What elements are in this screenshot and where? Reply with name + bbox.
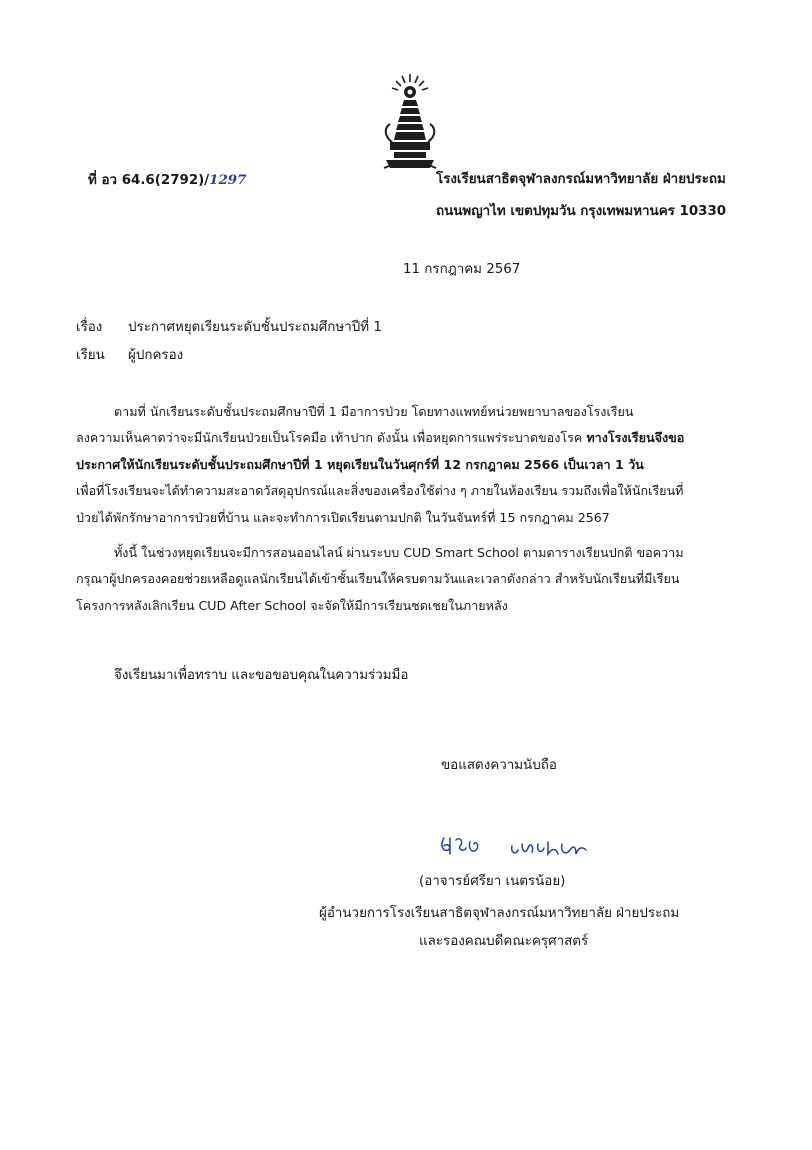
paragraph-emphasis-line: ประกาศให้นักเรียนระดับชั้นประถมศึกษาปีที่ 1 หยุดเรียนในวันศุกร์ที่ 12 กรกฎาคม 2566 เป็นเวลา 1 วัน bbox=[76, 456, 644, 472]
paragraph-line: ป่วยได้พักรักษาอาการป่วยที่บ้าน และจะทำการเปิดเรียนตามปกติ ในวันจันทร์ที่ 15 กรกฎาคม 2567 bbox=[76, 509, 610, 525]
paragraph-line: เพื่อที่โรงเรียนจะได้ทำความสะอาดวัสดุอุปกรณ์และสิ่งของเครื่องใช้ต่าง ๆ ภายในห้องเรียน รวมถึงเพื่อให้นักเรียนที่ bbox=[76, 483, 684, 499]
body-paragraph-1 bbox=[76, 399, 756, 531]
letter-date: 11 กรกฎาคม 2567 bbox=[403, 262, 521, 277]
recipient-label: เรียน bbox=[76, 348, 105, 363]
body-paragraph-2 bbox=[76, 540, 756, 619]
reference-handwritten: 1297 bbox=[209, 172, 247, 188]
paragraph-text: ลงความเห็นคาดว่าจะมีนักเรียนป่วยเป็นโรคมือ เท้าปาก ดังนั้น เพื่อหยุดการแพร่ระบาดของโรค bbox=[76, 430, 587, 446]
paragraph-line: ทั้งนี้ ในช่วงหยุดเรียนจะมีการสอนออนไลน์ ผ่านระบบ CUD Smart School ตามตารางเรียนปกติ ขอความ bbox=[114, 545, 684, 560]
paragraph-line: โครงการหลังเลิกเรียน CUD After School จะจัดให้มีการเรียนชดเชยในภายหลัง bbox=[76, 597, 508, 613]
reference-printed: ที่ อว 64.6(2792)/ bbox=[88, 173, 210, 188]
phra-kiao-emblem-icon bbox=[380, 72, 440, 172]
paragraph-line bbox=[76, 425, 756, 451]
signer-title: ผู้อำนวยการโรงเรียนสาธิตจุฬาลงกรณ์มหาวิทยาลัย ฝ่ายประถม bbox=[319, 906, 680, 921]
paragraph-emphasis: ทางโรงเรียนจึงขอ bbox=[586, 430, 685, 446]
signer-title-2: และรองคณบดีคณะครุศาสตร์ bbox=[419, 934, 589, 949]
recipient-text: ผู้ปกครอง bbox=[128, 348, 184, 363]
signer-name: (อาจารย์ศรียา เนตรน้อย) bbox=[419, 874, 566, 889]
school-name: โรงเรียนสาธิตจุฬาลงกรณ์มหาวิทยาลัย ฝ่ายประถม bbox=[436, 172, 726, 187]
school-address: ถนนพญาไท เขตปทุมวัน กรุงเทพมหานคร 10330 bbox=[436, 204, 727, 219]
regards-text: ขอแสดงความนับถือ bbox=[441, 758, 557, 773]
closing-statement: จึงเรียนมาเพื่อทราบ และขอขอบคุณในความร่วมมือ bbox=[114, 668, 409, 683]
reference-number bbox=[88, 170, 246, 191]
paragraph-line: กรุณาผู้ปกครองคอยช่วยเหลือดูแลนักเรียนได้เข้าชั้นเรียนให้ครบตามวันและเวลาดังกล่าว สำหรับนักเรียนที่มีเรียน bbox=[76, 571, 680, 587]
subject-label: เรื่อง bbox=[76, 320, 103, 335]
handwritten-signature-icon bbox=[430, 828, 600, 868]
subject-text: ประกาศหยุดเรียนระดับชั้นประถมศึกษาปีที่ 1 bbox=[128, 320, 382, 335]
paragraph-line: ตามที่ นักเรียนระดับชั้นประถมศึกษาปีที่ 1 มีอาการป่วย โดยทางแพทย์หน่วยพยาบาลของโรงเรียน bbox=[114, 404, 634, 419]
